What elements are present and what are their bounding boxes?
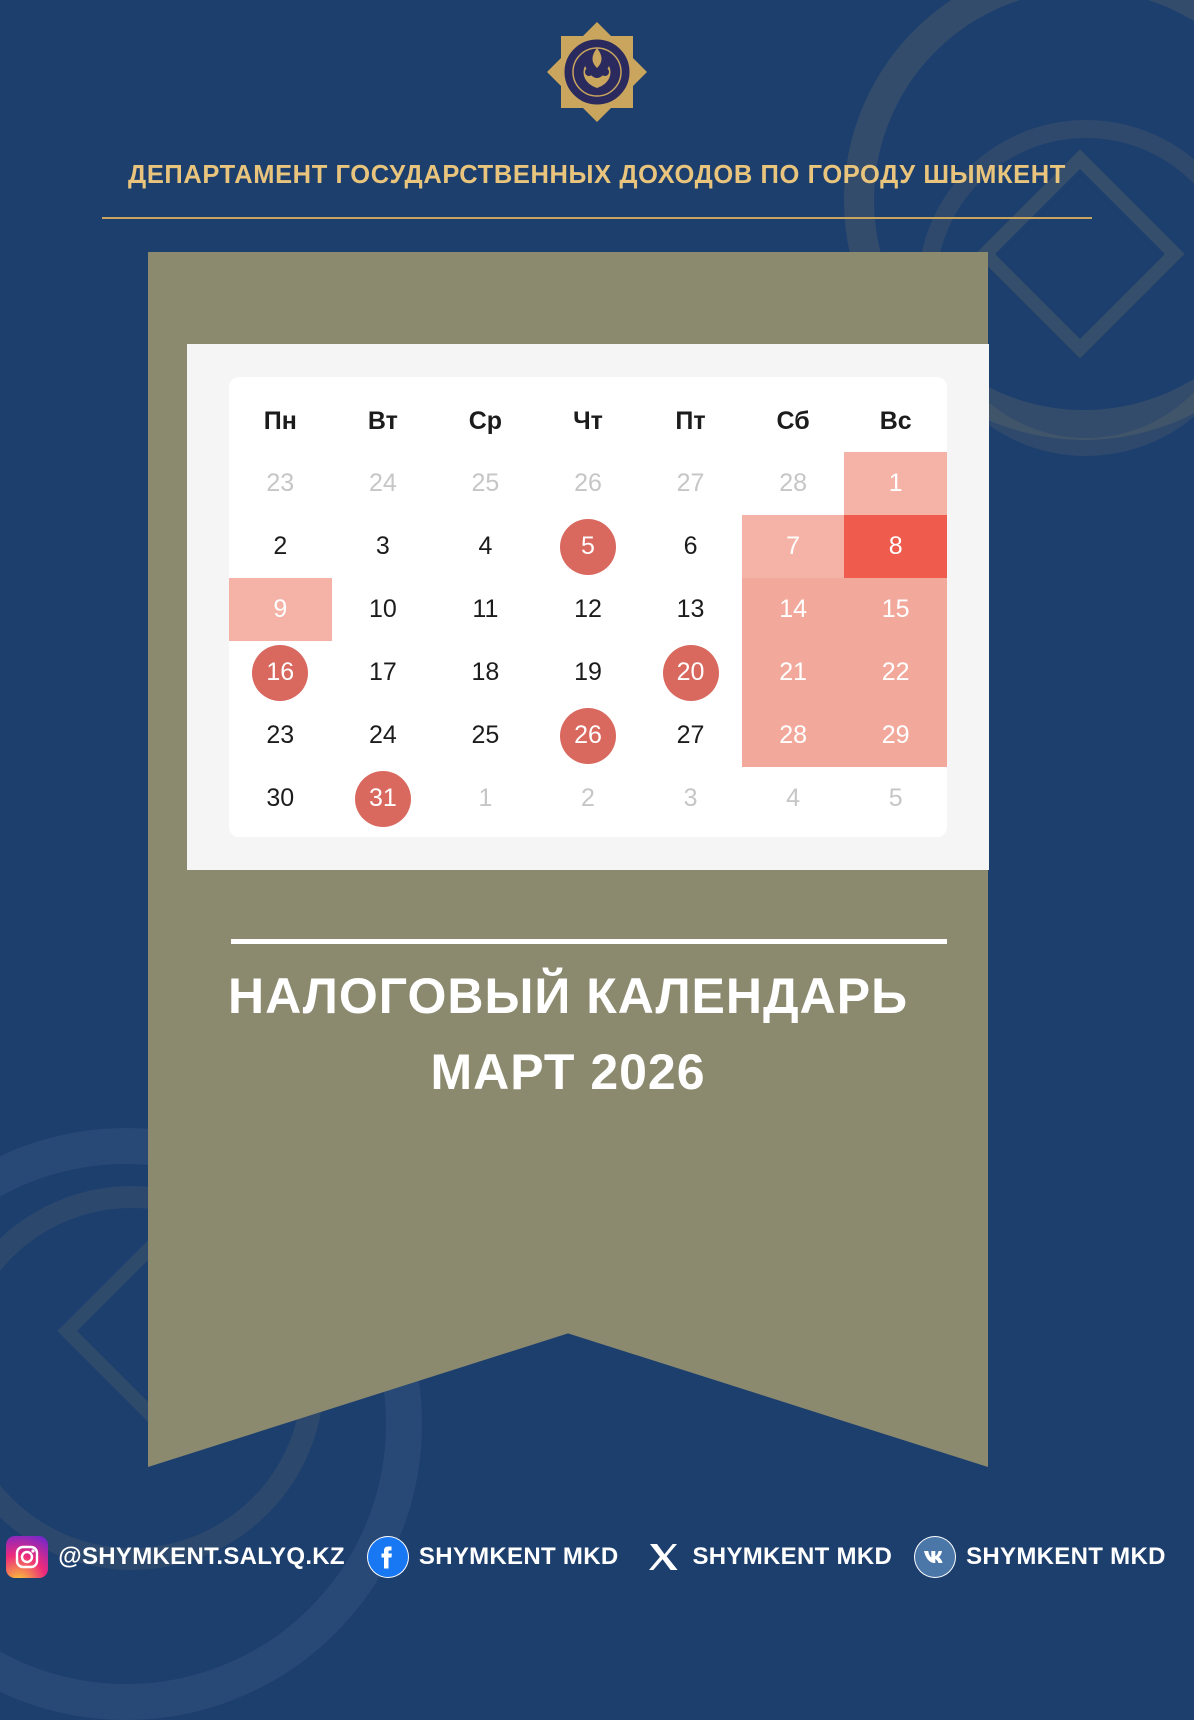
calendar-day-cell[interactable] [229, 578, 332, 641]
weekday-thu: Чт [573, 407, 603, 435]
calendar-day-number: 24 [368, 721, 397, 749]
calendar-day-cell[interactable] [742, 704, 845, 767]
calendar-day-number: 25 [471, 721, 500, 749]
header-divider [102, 217, 1092, 219]
calendar-day-cell[interactable] [537, 578, 640, 641]
calendar-week-row [229, 515, 947, 578]
calendar-day-number: 30 [266, 784, 295, 812]
social-item-x[interactable] [641, 1536, 893, 1578]
calendar-day-cell[interactable] [537, 704, 640, 767]
calendar-day-cell[interactable] [434, 641, 537, 704]
calendar-day-number: 23 [266, 721, 295, 749]
deadline-marker: 26 [560, 708, 616, 764]
calendar [229, 377, 947, 837]
calendar-day-cell[interactable] [229, 704, 332, 767]
calendar-day-cell[interactable] [229, 641, 332, 704]
calendar-day-number: 27 [676, 469, 705, 497]
calendar-day-cell[interactable] [332, 452, 435, 515]
calendar-week-row [229, 704, 947, 767]
calendar-day-cell[interactable] [229, 515, 332, 578]
calendar-card [187, 344, 989, 870]
calendar-day-number: 13 [676, 595, 705, 623]
social-item-instagram[interactable] [6, 1536, 345, 1578]
social-bar [0, 1536, 1194, 1578]
calendar-day-cell[interactable] [639, 767, 742, 830]
calendar-weekday-row [229, 385, 947, 452]
social-label-x: SHYMKENT MKD [692, 1543, 893, 1570]
calendar-day-number: 3 [375, 532, 390, 560]
social-item-vk[interactable] [914, 1536, 1166, 1578]
calendar-table [229, 385, 947, 830]
calendar-day-number: 2 [581, 784, 595, 812]
calendar-day-number: 7 [742, 515, 845, 578]
deadline-marker: 20 [663, 645, 719, 701]
calendar-day-number: 17 [368, 658, 397, 686]
calendar-day-cell[interactable] [537, 641, 640, 704]
weekday-fri: Пт [675, 407, 706, 435]
calendar-day-deadline [639, 641, 742, 704]
calendar-day-deadline [332, 767, 435, 830]
calendar-day-cell[interactable] [332, 578, 435, 641]
calendar-day-cell[interactable] [434, 452, 537, 515]
department-header [0, 160, 1194, 219]
calendar-day-cell[interactable] [844, 452, 947, 515]
banner-title: НАЛОГОВЫЙ КАЛЕНДАРЬ [227, 968, 909, 1024]
calendar-day-deadline [229, 641, 332, 704]
calendar-day-number: 25 [471, 469, 500, 497]
deadline-marker: 16 [252, 645, 308, 701]
calendar-day-number: 10 [368, 595, 397, 623]
calendar-day-cell[interactable] [639, 452, 742, 515]
calendar-day-deadline [537, 515, 640, 578]
social-label-facebook: SHYMKENT MKD [418, 1543, 619, 1570]
x-twitter-icon [641, 1536, 683, 1578]
calendar-day-cell[interactable] [742, 641, 845, 704]
calendar-day-number: 12 [574, 595, 602, 623]
calendar-day-number: 28 [742, 704, 845, 767]
calendar-day-number: 21 [742, 641, 845, 704]
weekday-sat: Сб [776, 407, 810, 435]
calendar-day-cell[interactable] [639, 515, 742, 578]
instagram-icon [6, 1536, 48, 1578]
calendar-day-number: 19 [574, 658, 602, 686]
calendar-day-cell[interactable] [639, 704, 742, 767]
calendar-day-number: 1 [844, 452, 947, 515]
calendar-day-cell[interactable] [229, 452, 332, 515]
calendar-day-cell[interactable] [639, 641, 742, 704]
calendar-day-cell[interactable] [844, 515, 947, 578]
calendar-day-deadline [537, 704, 640, 767]
calendar-day-cell[interactable] [434, 515, 537, 578]
calendar-day-number: 27 [676, 721, 705, 749]
calendar-day-cell[interactable] [332, 515, 435, 578]
calendar-body [229, 452, 947, 830]
weekday-mon: Пн [263, 407, 297, 435]
banner [148, 968, 988, 1101]
calendar-day-number: 3 [683, 784, 698, 812]
department-title: ДЕПАРТАМЕНТ ГОСУДАРСТВЕННЫХ ДОХОДОВ ПО ГОРОДУ ШЫМКЕНТ [128, 161, 1066, 189]
calendar-day-cell[interactable] [742, 767, 845, 830]
calendar-day-cell[interactable] [537, 452, 640, 515]
calendar-day-number: 28 [779, 469, 807, 497]
calendar-day-cell[interactable] [742, 452, 845, 515]
calendar-day-number: 18 [471, 658, 500, 686]
state-revenue-committee-emblem [545, 20, 649, 124]
facebook-icon [367, 1536, 409, 1578]
calendar-day-cell[interactable] [537, 767, 640, 830]
calendar-day-cell[interactable] [844, 767, 947, 830]
calendar-day-cell[interactable] [844, 578, 947, 641]
calendar-week-row [229, 641, 947, 704]
calendar-day-number: 22 [844, 641, 947, 704]
calendar-day-cell[interactable] [434, 767, 537, 830]
social-label-vk: SHYMKENT MKD [966, 1543, 1166, 1570]
calendar-day-cell[interactable] [742, 515, 845, 578]
calendar-day-number: 5 [888, 784, 903, 812]
calendar-day-cell[interactable] [434, 704, 537, 767]
calendar-day-cell[interactable] [434, 578, 537, 641]
social-label-instagram: @SHYMKENT.SALYQ.KZ [58, 1543, 345, 1570]
calendar-day-number: 1 [478, 784, 493, 812]
calendar-day-number: 9 [229, 578, 332, 641]
calendar-day-number: 8 [844, 515, 947, 578]
calendar-day-number: 26 [574, 469, 602, 497]
social-item-facebook[interactable] [367, 1536, 619, 1578]
calendar-day-cell[interactable] [844, 704, 947, 767]
calendar-day-number: 2 [273, 532, 288, 560]
calendar-day-cell[interactable] [742, 578, 845, 641]
calendar-week-row [229, 452, 947, 515]
calendar-week-row [229, 767, 947, 830]
calendar-day-cell[interactable] [332, 641, 435, 704]
deadline-marker: 31 [355, 771, 411, 827]
calendar-day-number: 15 [844, 578, 947, 641]
calendar-day-number: 4 [478, 532, 493, 560]
emblem-container [0, 20, 1194, 124]
calendar-day-number: 23 [266, 469, 295, 497]
weekday-sun: Вс [879, 407, 912, 435]
calendar-day-cell[interactable] [332, 704, 435, 767]
calendar-day-cell[interactable] [332, 767, 435, 830]
calendar-day-cell[interactable] [639, 578, 742, 641]
calendar-day-number: 29 [844, 704, 947, 767]
calendar-day-number: 14 [742, 578, 845, 641]
banner-subtitle: МАРТ 2026 [430, 1043, 706, 1100]
calendar-day-cell[interactable] [537, 515, 640, 578]
weekday-wed: Ср [468, 407, 503, 435]
deadline-marker: 5 [560, 519, 616, 575]
calendar-day-number: 4 [786, 784, 801, 812]
banner-divider [231, 939, 947, 944]
vk-icon [914, 1536, 956, 1578]
calendar-day-cell[interactable] [229, 767, 332, 830]
calendar-day-cell[interactable] [844, 641, 947, 704]
calendar-day-number: 6 [683, 532, 698, 560]
calendar-day-number: 11 [472, 595, 499, 623]
calendar-week-row [229, 578, 947, 641]
calendar-day-number: 24 [368, 469, 397, 497]
weekday-tue: Вт [367, 407, 398, 435]
